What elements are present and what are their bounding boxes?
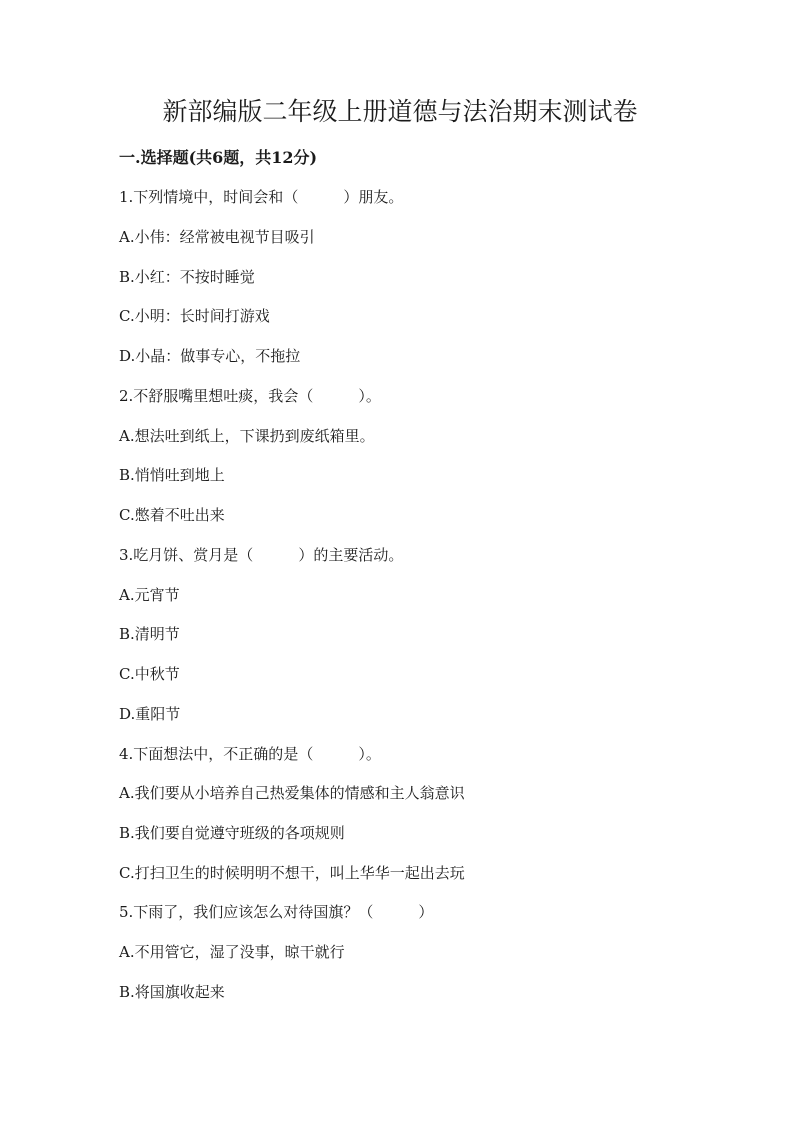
question-1-option-b: B.小红：不按时睡觉 <box>119 268 255 286</box>
question-5-option-a: A.不用管它，湿了没事，晾干就行 <box>119 943 345 961</box>
question-5-option-b: B.将国旗收起来 <box>119 983 225 1001</box>
question-3-option-b: B.清明节 <box>119 625 180 643</box>
question-5: 5.下雨了，我们应该怎么对待国旗？（ ） <box>119 903 434 921</box>
question-2-option-b: B.悄悄吐到地上 <box>119 466 225 484</box>
question-2-option-a: A.想法吐到纸上，下课扔到废纸箱里。 <box>119 427 375 445</box>
question-1-option-d: D.小晶：做事专心，不拖拉 <box>119 347 301 365</box>
question-2-option-c: C.憋着不吐出来 <box>119 506 225 524</box>
question-4-option-c: C.打扫卫生的时候明明不想干，叫上华华一起出去玩 <box>119 864 465 882</box>
question-3-option-a: A.元宵节 <box>119 586 180 604</box>
question-4-option-a: A.我们要从小培养自己热爱集体的情感和主人翁意识 <box>119 784 465 802</box>
question-4: 4.下面想法中，不正确的是（ ）。 <box>119 745 381 763</box>
question-1: 1.下列情境中，时间会和（ ）朋友。 <box>119 188 404 206</box>
page-title: 新部编版二年级上册道德与法治期末测试卷 <box>162 97 638 126</box>
question-3: 3.吃月饼、赏月是（ ）的主要活动。 <box>119 546 404 564</box>
question-1-option-a: A.小伟：经常被电视节目吸引 <box>119 228 315 246</box>
question-2: 2.不舒服嘴里想吐痰，我会（ ）。 <box>119 387 381 405</box>
question-3-option-d: D.重阳节 <box>119 705 181 723</box>
section-heading: 一.选择题(共6题，共12分) <box>119 148 318 167</box>
question-3-option-c: C.中秋节 <box>119 665 180 683</box>
question-4-option-b: B.我们要自觉遵守班级的各项规则 <box>119 824 345 842</box>
question-1-option-c: C.小明：长时间打游戏 <box>119 307 270 325</box>
